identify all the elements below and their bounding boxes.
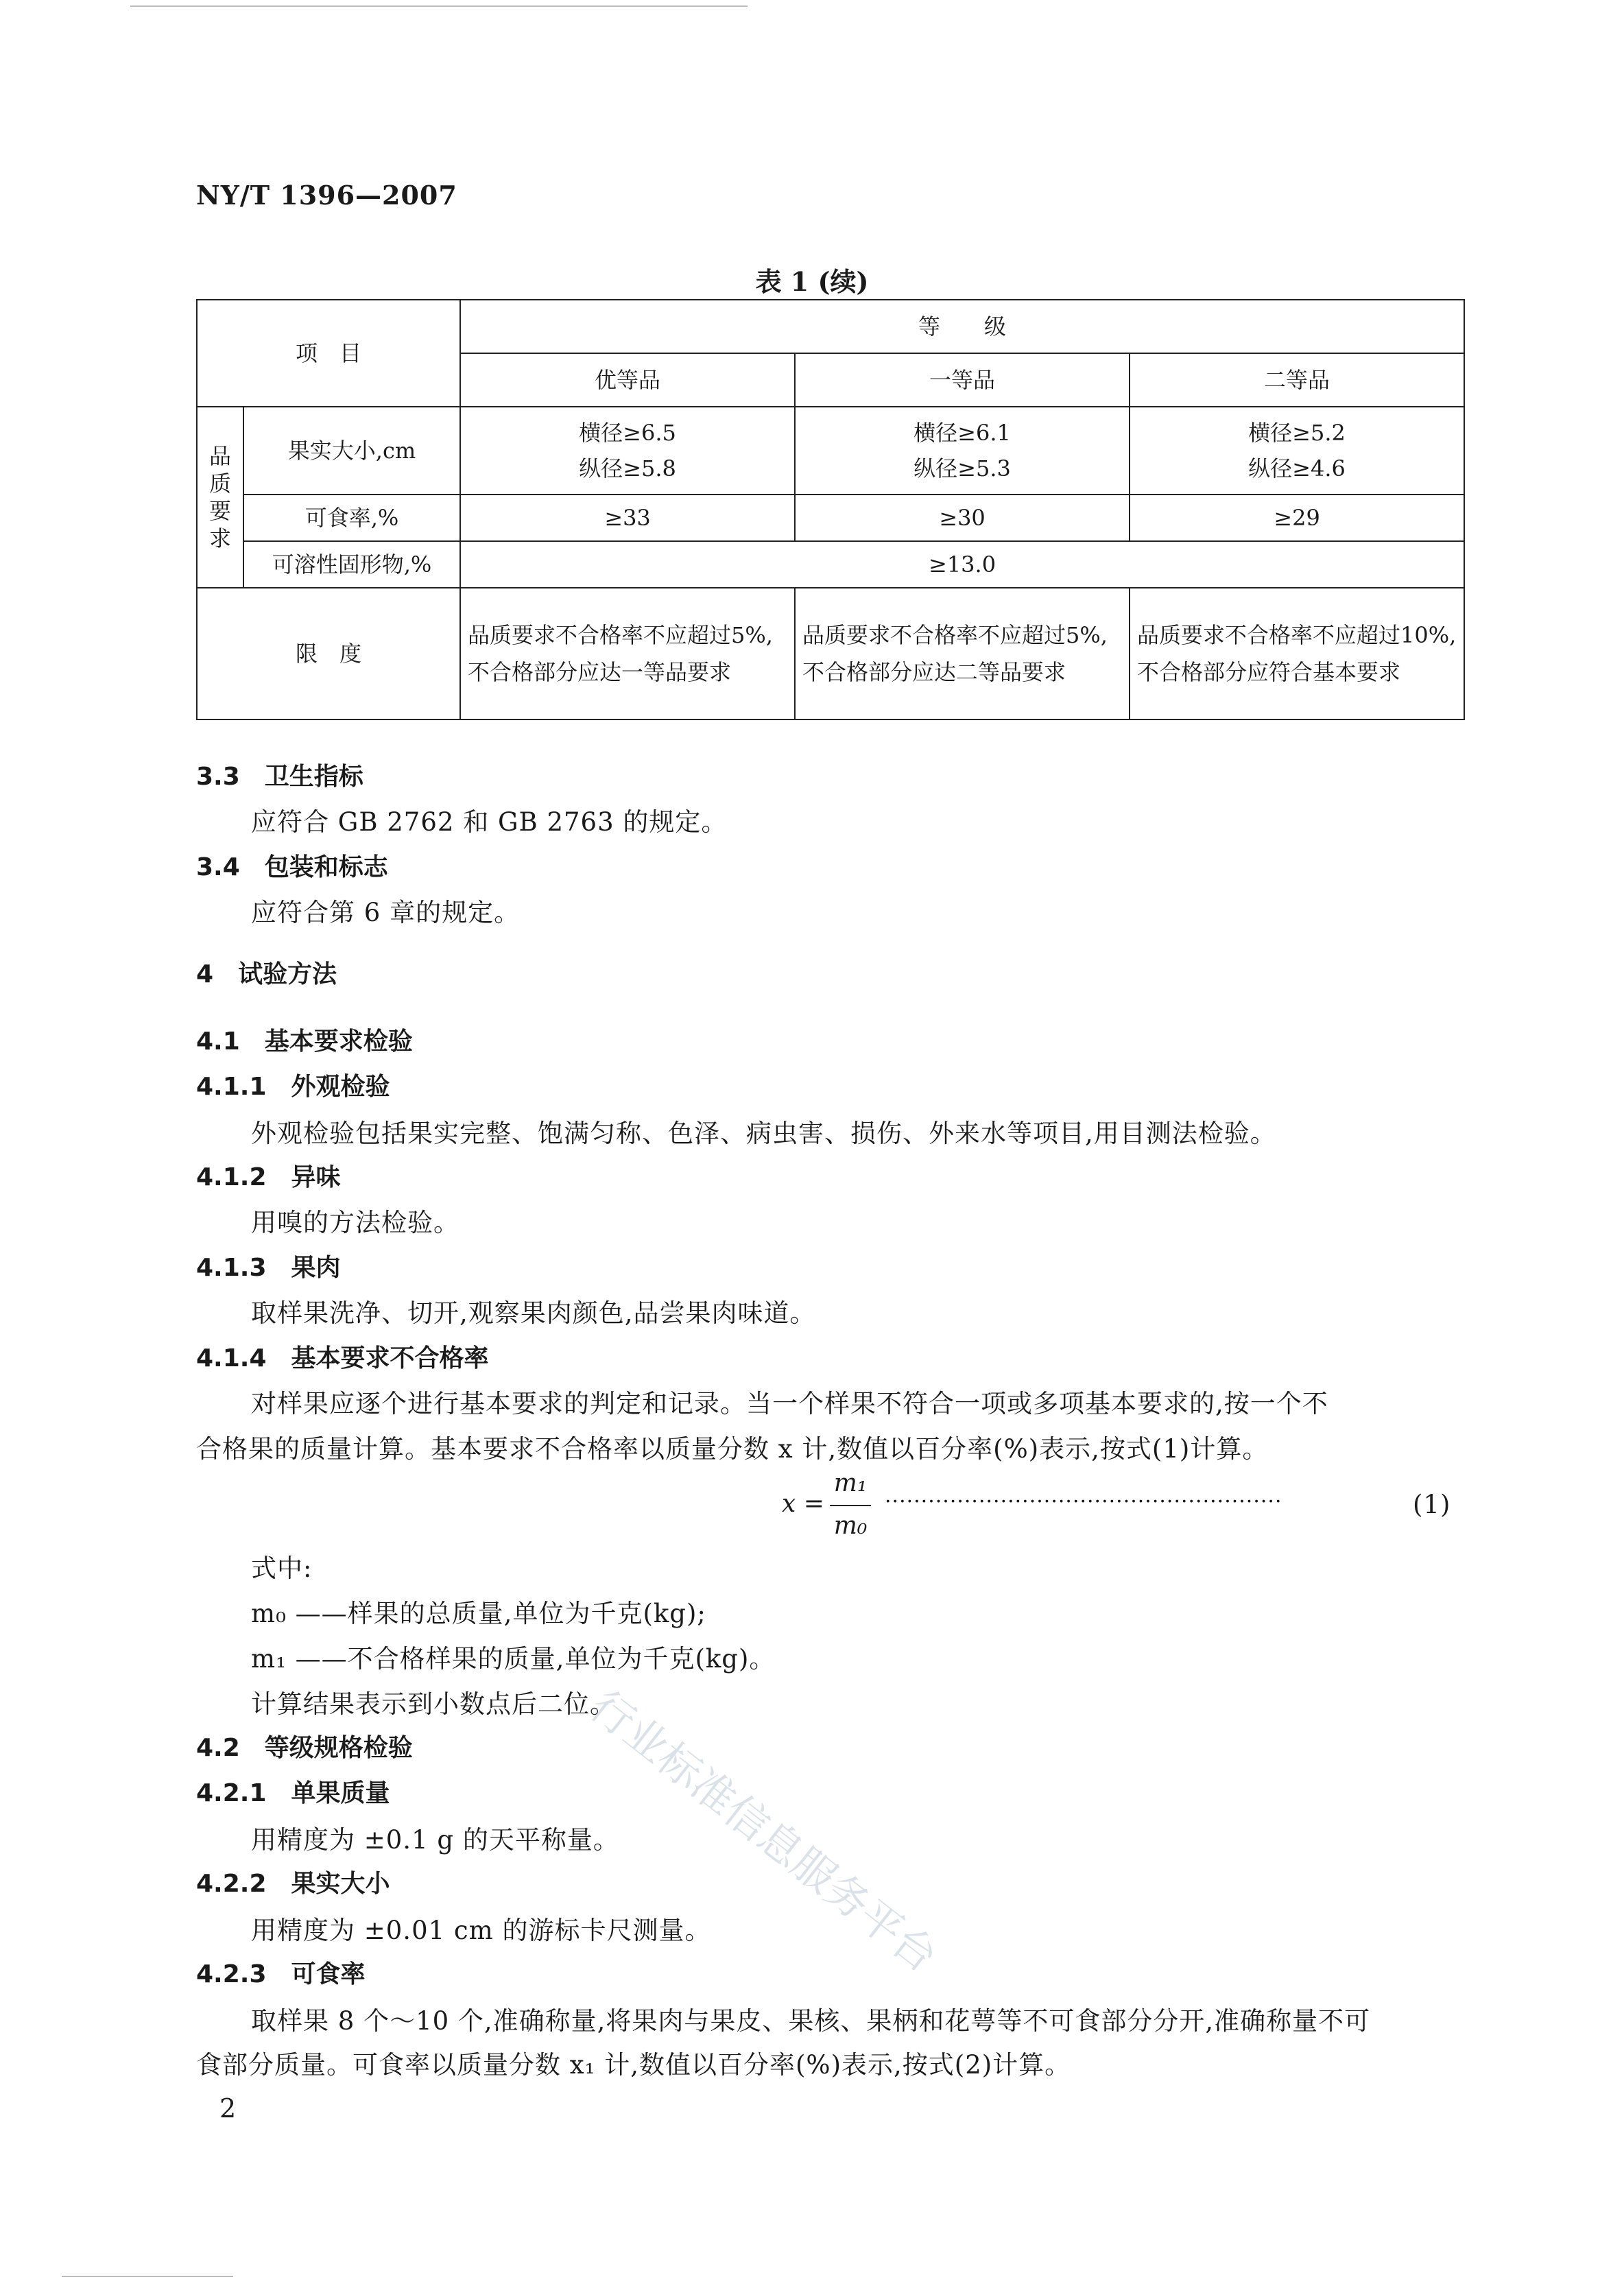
section-4-1-1-heading: 4.1.1 外观检验 — [196, 1073, 390, 1101]
section-4-1-2-heading: 4.1.2 异味 — [196, 1163, 341, 1191]
limit-second: 品质要求不合格率不应超过10%,不合格部分应符合基本要求 — [1130, 588, 1464, 719]
row-label-edible: 可食率,% — [243, 495, 460, 541]
header-grade-second: 二等品 — [1130, 353, 1464, 407]
section-3-3-heading: 3.3 卫生指标 — [196, 763, 363, 791]
scan-edge-bottom — [62, 2276, 233, 2277]
section-4-1-2-text: 用嗅的方法检验。 — [251, 1208, 459, 1237]
watermark: 行业标准信息服务平台 — [581, 1680, 947, 1982]
section-4-2-heading: 4.2 等级规格检验 — [196, 1734, 413, 1762]
section-4-1-4-line1: 对样果应逐个进行基本要求的判定和记录。当一个样果不符合一项或多项基本要求的,按一个不 — [251, 1389, 1328, 1418]
header-grade-premium: 优等品 — [460, 353, 795, 407]
section-4-1-4-line2: 合格果的质量计算。基本要求不合格率以质量分数 x 计,数值以百分率(%)表示,按式(1)计算。 — [196, 1434, 1269, 1464]
section-4-1-3-heading: 4.1.3 果肉 — [196, 1254, 341, 1282]
section-4-2-3-line2: 食部分质量。可食率以质量分数 x₁ 计,数值以百分率(%)表示,按式(2)计算。 — [196, 2050, 1071, 2080]
quality-group-label: 品 质 要 求 — [197, 407, 243, 588]
where-note: 计算结果表示到小数点后二位。 — [251, 1689, 616, 1719]
formula-1-denominator: m₀ — [833, 1512, 868, 1540]
section-4-2-2-heading: 4.2.2 果实大小 — [196, 1870, 390, 1898]
size-premium: 横径≥6.5 纵径≥5.8 — [460, 407, 795, 495]
where-label: 式中: — [251, 1554, 313, 1583]
standard-code: NY/T 1396—2007 — [196, 180, 457, 211]
table-caption: 表 1 (续) — [755, 266, 869, 297]
formula-1-fraction-bar — [830, 1505, 871, 1506]
formula-1-number: (1) — [1413, 1490, 1451, 1519]
section-4-1-3-text: 取样果洗净、切开,观察果肉颜色,品尝果肉味道。 — [251, 1298, 816, 1328]
section-3-4-heading: 3.4 包装和标志 — [196, 853, 388, 881]
row-label-limit: 限 度 — [197, 588, 460, 719]
where-m0: m₀ ——样果的总质量,单位为千克(kg); — [251, 1599, 706, 1628]
formula-1-lhs: x = — [782, 1490, 824, 1518]
section-4-2-1-heading: 4.2.1 单果质量 — [196, 1779, 390, 1807]
header-grade-first: 一等品 — [795, 353, 1130, 407]
header-item: 项 目 — [197, 300, 460, 407]
size-second: 横径≥5.2 纵径≥4.6 — [1130, 407, 1464, 495]
section-4-2-3-line1: 取样果 8 个～10 个,准确称量,将果肉与果皮、果核、果柄和花萼等不可食部分分开,准确称量不可 — [251, 2006, 1371, 2036]
section-4-2-2-text: 用精度为 ±0.01 cm 的游标卡尺测量。 — [251, 1916, 711, 1945]
section-4-1-1-text: 外观检验包括果实完整、饱满匀称、色泽、病虫害、损伤、外来水等项目,用目测法检验。 — [251, 1119, 1276, 1148]
limit-premium: 品质要求不合格率不应超过5%,不合格部分应达一等品要求 — [460, 588, 795, 719]
edible-second: ≥29 — [1130, 495, 1464, 541]
size-first: 横径≥6.1 纵径≥5.3 — [795, 407, 1130, 495]
scan-edge-top — [130, 5, 748, 7]
section-4-2-1-text: 用精度为 ±0.1 g 的天平称量。 — [251, 1825, 619, 1855]
section-4-heading: 4 试验方法 — [196, 960, 337, 988]
section-3-4-text: 应符合第 6 章的规定。 — [251, 898, 521, 927]
section-4-1-heading: 4.1 基本要求检验 — [196, 1027, 413, 1056]
row-label-size: 果实大小,cm — [243, 407, 460, 495]
header-grade: 等 级 — [460, 300, 1464, 353]
formula-1-leader-dots: ······················································· — [885, 1490, 1282, 1514]
solids-value: ≥13.0 — [460, 541, 1464, 588]
where-m1: m₁ ——不合格样果的质量,单位为千克(kg)。 — [251, 1644, 776, 1674]
row-label-solids: 可溶性固形物,% — [243, 541, 460, 588]
page-number: 2 — [219, 2093, 237, 2124]
section-3-3-text: 应符合 GB 2762 和 GB 2763 的规定。 — [251, 807, 728, 837]
grade-spec-table — [196, 299, 1465, 720]
formula-1-numerator: m₁ — [833, 1469, 868, 1497]
section-4-2-3-heading: 4.2.3 可食率 — [196, 1960, 366, 1988]
edible-premium: ≥33 — [460, 495, 795, 541]
edible-first: ≥30 — [795, 495, 1130, 541]
limit-first: 品质要求不合格率不应超过5%,不合格部分应达二等品要求 — [795, 588, 1130, 719]
section-4-1-4-heading: 4.1.4 基本要求不合格率 — [196, 1344, 489, 1372]
